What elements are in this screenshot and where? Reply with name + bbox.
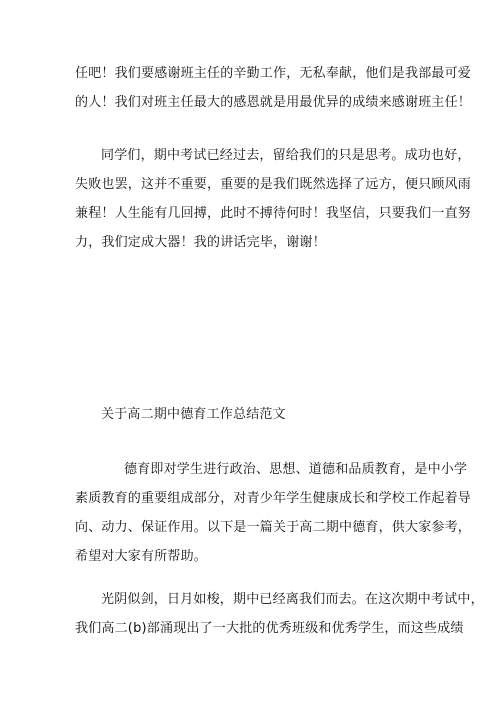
paragraph-thanks-teachers	[75, 59, 472, 117]
text-line: 力，我们定成大器！我的讲话完毕，谢谢！	[75, 235, 326, 250]
text-line: 我们高二(b)部涌现出了一大批的优秀班级和优秀学生，而这些成绩	[75, 621, 464, 636]
text-line: 兼程！人生能有几回搏，此时不搏待何时！我坚信，只要我们一直努	[75, 206, 472, 221]
text-line: 德育即对学生进行政治、思想、道德和品质教育，是中小学	[124, 462, 468, 477]
text-line: 希望对大家有所帮助。	[75, 549, 208, 564]
paragraph-intro	[75, 455, 472, 571]
text-line: 同学们，期中考试已经过去，留给我们的只是思考。成功也好，	[101, 148, 471, 163]
text-line: 失败也罢，这并不重要，重要的是我们既然选择了远方，便只顾风雨	[75, 177, 472, 192]
section-heading	[75, 400, 445, 429]
text-line: 素质教育的重要组成部分，对青少年学生健康成长和学校工作起着导	[75, 491, 472, 506]
text-line: 光阴似剑，日月如梭，期中已经离我们而去。在这次期中考试中，	[101, 592, 484, 607]
text-line: 向、动力、保证作用。以下是一篇关于高二期中德育，供大家参考，	[75, 520, 472, 535]
text-line: 任吧！我们要感谢班主任的辛勤工作，无私奉献，他们是我部最可爱	[75, 66, 472, 81]
paragraph-body	[75, 585, 484, 643]
heading-text: 关于高二期中德育工作总结范文	[101, 407, 286, 422]
text-line: 的人！我们对班主任最大的感恩就是用最优异的成绩来感谢班主任！	[75, 95, 472, 110]
paragraph-closing-remarks	[75, 141, 472, 257]
